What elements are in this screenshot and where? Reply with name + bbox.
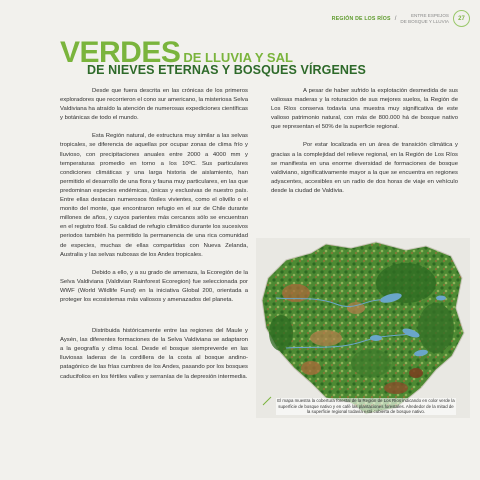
title-rest: DE LLUVIA Y SAL xyxy=(183,50,293,65)
forest-cover-map xyxy=(256,238,470,418)
paragraph: A pesar de haber sufrido la explotación desmedida de sus valiosas maderas y la roturación de sus mejores suelos, la Región de Los Ríos conserva todavía una muestra muy significativa de este valioso patrimonio natural, con más de 800.000 há de bosque nativo que representan el 50% de la superficie regional. xyxy=(271,88,458,131)
map-caption: El mapa muestra la cobertura forestal de la Región de Los Ríos indicando en color verde la superficie de bosque nativo y en café las plantaciones forestales. Alrededor de la mitad de la superficie regional todavía está cubierta de bosque nativo. xyxy=(277,398,455,415)
header-subtitle-line2: DE BOSQUE Y LLUVIA xyxy=(400,18,449,24)
page-header xyxy=(332,10,470,27)
paragraph: Por estar localizada en un área de transición climática y gracias a la complejidad del relieve regional, en la Región de Los Ríos se manifiesta en una enorme diversidad de formaciones de bosque valdiviano, significativamente mayor a la que se encuentra en regiones adyacentes, accesibles en un radio de dos horas de viaje en vehículo desde la ciudad de Valdivia. xyxy=(271,142,458,194)
paragraph: Desde que fuera descrita en las crónicas de los primeros exploradores que recorrieron el cono sur americano, la misteriosa Selva Valdiviana ha atraído la atención de numerosas expediciones científicas y botánicas de todo el mundo. xyxy=(60,88,248,122)
caption-pointer-icon xyxy=(262,396,272,406)
text-column-right xyxy=(271,87,458,205)
text-column-left xyxy=(60,87,248,391)
header-subtitle xyxy=(400,13,449,24)
paragraph: Debido a ello, y a su grado de amenaza, la Ecoregión de la Selva Valdiviana (Valdivian Rainforest Ecoregion) fue seleccionada por WWF (World Wildlife Fund) en la iniciativa Global 200, orientada a proteger los ecosistemas más valiosos y amenazados del planeta. xyxy=(60,269,248,303)
header-separator: / xyxy=(394,15,397,22)
paragraph: Esta Región natural, de estructura muy similar a las selvas tropicales, se diferencia de aquellas por ocupar zonas de clima frío y lluvioso, con precipitaciones anuales entre 2000 a 4000 mm y temperaturas promedio en torno a los 10ºC. Sus particulares condiciones climáticas y una larga historia de aislamiento, han permitido el desarrollo de una flora y fauna muy particulares, en las que predominan especies endémicas, únicas y exclusivas de nuestro país. Entre ellas destacan numerosos fósiles vivientes, como el olivillo o el monito del monte, que encontraron refugio en el sur de Chile durante millones de años, y cuyos parientes más cercanos sólo se encuentran en el registro fósil. Su calidad de refugio climático durante los sucesivos periodos también ha permitido la permanencia de una rica comunidad de especies, muchas de ellas compartidas con Nueva Zelanda, Australia y las selvas nubosas de los Andes tropicales. xyxy=(60,133,248,258)
page-number: 27 xyxy=(453,10,470,27)
section-name: REGIÓN DE LOS RÍOS xyxy=(331,15,391,22)
paragraph: Distribuida históricamente entre las regiones del Maule y Aysén, las diferentes formaciones de la Selva Valdiviana se adaptaron a la geografía y clima local. Desde el bosque siempreverde en las lluviosas laderas de la cordillera de la costa al bosque andino-patagónico de las frías cumbres de los Andes, pasando por los bosques caducifolios en los fértiles valles y serranías de la depresión intermedia. xyxy=(60,328,248,380)
header-subtitle-line1: ENTRE ESPEJOS xyxy=(410,13,449,18)
region-map-graphic xyxy=(256,238,470,418)
article-subtitle: DE NIEVES ETERNAS Y BOSQUES VÍRGENES xyxy=(87,63,366,77)
title-main-word: VERDES xyxy=(60,36,181,69)
